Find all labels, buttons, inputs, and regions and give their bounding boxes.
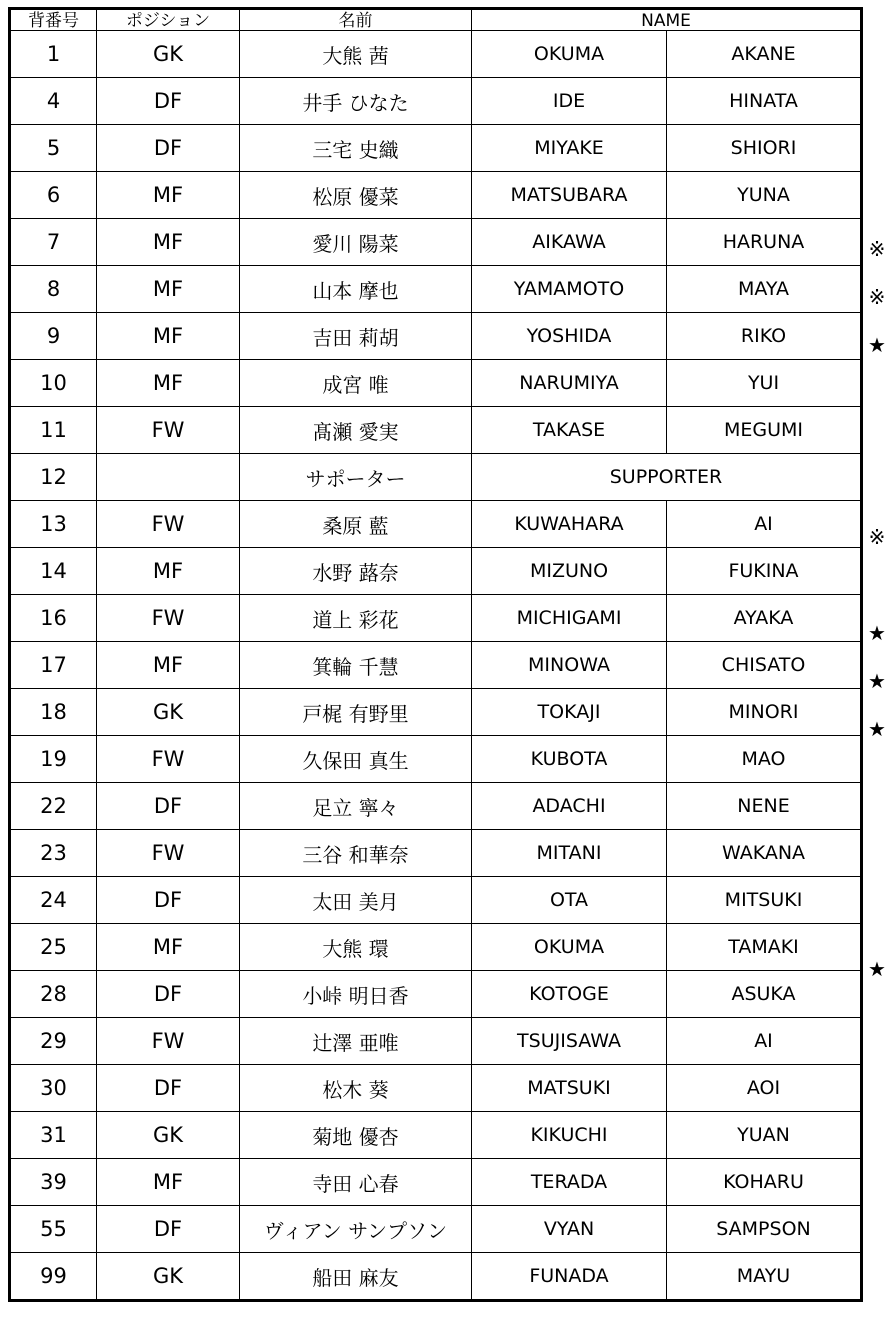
player-mark: ★ xyxy=(868,669,886,693)
player-last-name: KUWAHARA xyxy=(472,501,667,548)
player-last-name: KOTOGE xyxy=(472,971,667,1018)
table-row xyxy=(10,1206,862,1253)
table-row xyxy=(10,1253,862,1301)
player-first-name: CHISATO xyxy=(667,642,862,689)
player-number: 22 xyxy=(10,783,97,830)
player-mark xyxy=(864,129,890,177)
player-name-jp: ヴィアン サンプソン xyxy=(240,1206,472,1253)
table-row xyxy=(10,736,862,783)
table-row xyxy=(10,78,862,125)
player-position: MF xyxy=(97,360,240,407)
table-row xyxy=(10,642,862,689)
player-position: MF xyxy=(97,1159,240,1206)
player-last-name: TERADA xyxy=(472,1159,667,1206)
player-last-name: ADACHI xyxy=(472,783,667,830)
table-row xyxy=(10,595,862,642)
player-number: 14 xyxy=(10,548,97,595)
player-mark: ★ xyxy=(868,957,886,981)
player-position: DF xyxy=(97,125,240,172)
player-last-name: NARUMIYA xyxy=(472,360,667,407)
header-name-en: NAME xyxy=(472,9,862,31)
player-number: 25 xyxy=(10,924,97,971)
player-name-jp: 吉田 莉胡 xyxy=(240,313,472,360)
player-number: 9 xyxy=(10,313,97,360)
roster-body xyxy=(10,31,862,1301)
player-name-jp: 愛川 陽菜 xyxy=(240,219,472,266)
player-mark: ★ xyxy=(868,621,886,645)
player-first-name: KOHARU xyxy=(667,1159,862,1206)
player-mark xyxy=(864,801,890,849)
player-mark: ※ xyxy=(868,525,886,549)
player-last-name: OKUMA xyxy=(472,31,667,78)
table-row xyxy=(10,830,862,877)
player-first-name: SHIORI xyxy=(667,125,862,172)
player-mark xyxy=(864,369,890,417)
player-first-name: TAMAKI xyxy=(667,924,862,971)
player-name-jp: 成宮 唯 xyxy=(240,360,472,407)
player-last-name: TOKAJI xyxy=(472,689,667,736)
player-name-jp: 松原 優菜 xyxy=(240,172,472,219)
player-name-jp: 道上 彩花 xyxy=(240,595,472,642)
player-name-jp: 水野 蕗奈 xyxy=(240,548,472,595)
player-mark xyxy=(864,465,890,513)
player-mark xyxy=(864,1233,890,1281)
player-position: MF xyxy=(97,313,240,360)
table-row xyxy=(10,172,862,219)
player-number: 12 xyxy=(10,454,97,501)
player-first-name: YUNA xyxy=(667,172,862,219)
player-position: DF xyxy=(97,78,240,125)
player-mark xyxy=(864,849,890,897)
player-position: FW xyxy=(97,830,240,877)
player-name-jp: 寺田 心春 xyxy=(240,1159,472,1206)
player-number: 13 xyxy=(10,501,97,548)
player-name-jp: 小峠 明日香 xyxy=(240,971,472,1018)
player-number: 8 xyxy=(10,266,97,313)
player-name-jp: 辻澤 亜唯 xyxy=(240,1018,472,1065)
player-position: MF xyxy=(97,219,240,266)
player-mark xyxy=(864,1281,890,1329)
player-position: DF xyxy=(97,783,240,830)
player-position: MF xyxy=(97,266,240,313)
table-row xyxy=(10,783,862,830)
player-position: DF xyxy=(97,1206,240,1253)
player-mark: ※ xyxy=(868,285,886,309)
player-number: 7 xyxy=(10,219,97,266)
player-mark xyxy=(864,1185,890,1233)
player-first-name: RIKO xyxy=(667,313,862,360)
player-position: GK xyxy=(97,1253,240,1301)
player-first-name: AYAKA xyxy=(667,595,862,642)
player-name-jp: 大熊 環 xyxy=(240,924,472,971)
player-name-jp: 船田 麻友 xyxy=(240,1253,472,1301)
player-first-name: AKANE xyxy=(667,31,862,78)
player-name-en: SUPPORTER xyxy=(472,454,862,501)
table-row xyxy=(10,1112,862,1159)
player-position: DF xyxy=(97,877,240,924)
player-name-jp: 松木 葵 xyxy=(240,1065,472,1112)
player-number: 23 xyxy=(10,830,97,877)
player-first-name: HARUNA xyxy=(667,219,862,266)
player-name-jp: 山本 摩也 xyxy=(240,266,472,313)
player-mark xyxy=(864,1041,890,1089)
player-first-name: MEGUMI xyxy=(667,407,862,454)
player-position: MF xyxy=(97,548,240,595)
player-first-name: MAYA xyxy=(667,266,862,313)
player-mark: ★ xyxy=(868,333,886,357)
player-number: 1 xyxy=(10,31,97,78)
player-number: 29 xyxy=(10,1018,97,1065)
player-number: 16 xyxy=(10,595,97,642)
marks-column xyxy=(864,33,890,1329)
player-mark xyxy=(864,1089,890,1137)
table-row xyxy=(10,407,862,454)
player-first-name: NENE xyxy=(667,783,862,830)
player-last-name: KIKUCHI xyxy=(472,1112,667,1159)
player-name-jp: 箕輪 千慧 xyxy=(240,642,472,689)
player-first-name: MAYU xyxy=(667,1253,862,1301)
player-number: 24 xyxy=(10,877,97,924)
table-row xyxy=(10,501,862,548)
player-name-jp: 太田 美月 xyxy=(240,877,472,924)
player-last-name: OKUMA xyxy=(472,924,667,971)
table-row xyxy=(10,548,862,595)
table-row xyxy=(10,125,862,172)
player-number: 10 xyxy=(10,360,97,407)
player-last-name: MIZUNO xyxy=(472,548,667,595)
player-last-name: YAMAMOTO xyxy=(472,266,667,313)
player-position: FW xyxy=(97,1018,240,1065)
player-number: 39 xyxy=(10,1159,97,1206)
player-position xyxy=(97,454,240,501)
player-first-name: ASUKA xyxy=(667,971,862,1018)
player-last-name: MINOWA xyxy=(472,642,667,689)
player-position: GK xyxy=(97,31,240,78)
player-first-name: YUI xyxy=(667,360,862,407)
player-first-name: AOI xyxy=(667,1065,862,1112)
player-mark xyxy=(864,897,890,945)
player-last-name: TSUJISAWA xyxy=(472,1018,667,1065)
player-position: FW xyxy=(97,407,240,454)
table-row xyxy=(10,219,862,266)
player-number: 17 xyxy=(10,642,97,689)
player-last-name: MIYAKE xyxy=(472,125,667,172)
player-mark xyxy=(864,81,890,129)
player-first-name: AI xyxy=(667,1018,862,1065)
player-name-jp: 井手 ひなた xyxy=(240,78,472,125)
player-last-name: KUBOTA xyxy=(472,736,667,783)
player-last-name: OTA xyxy=(472,877,667,924)
player-first-name: MAO xyxy=(667,736,862,783)
player-mark xyxy=(864,753,890,801)
player-first-name: HINATA xyxy=(667,78,862,125)
player-first-name: WAKANA xyxy=(667,830,862,877)
player-number: 18 xyxy=(10,689,97,736)
player-number: 4 xyxy=(10,78,97,125)
player-position: MF xyxy=(97,924,240,971)
player-name-jp: 三宅 史織 xyxy=(240,125,472,172)
header-position: ポジション xyxy=(97,9,240,31)
player-number: 30 xyxy=(10,1065,97,1112)
player-name-jp: 三谷 和華奈 xyxy=(240,830,472,877)
player-first-name: FUKINA xyxy=(667,548,862,595)
player-position: DF xyxy=(97,971,240,1018)
player-mark: ★ xyxy=(868,717,886,741)
player-position: FW xyxy=(97,501,240,548)
player-name-jp: 戸梶 有野里 xyxy=(240,689,472,736)
table-row xyxy=(10,266,862,313)
player-name-jp: 久保田 真生 xyxy=(240,736,472,783)
player-mark xyxy=(864,33,890,81)
player-last-name: FUNADA xyxy=(472,1253,667,1301)
table-row xyxy=(10,360,862,407)
player-last-name: TAKASE xyxy=(472,407,667,454)
player-name-jp: 足立 寧々 xyxy=(240,783,472,830)
player-number: 31 xyxy=(10,1112,97,1159)
player-last-name: MICHIGAMI xyxy=(472,595,667,642)
player-first-name: AI xyxy=(667,501,862,548)
player-last-name: MITANI xyxy=(472,830,667,877)
player-mark xyxy=(864,561,890,609)
player-mark xyxy=(864,417,890,465)
player-number: 28 xyxy=(10,971,97,1018)
player-position: GK xyxy=(97,1112,240,1159)
player-name-jp: 菊地 優杏 xyxy=(240,1112,472,1159)
table-row xyxy=(10,454,862,501)
player-number: 55 xyxy=(10,1206,97,1253)
player-name-jp: サポーター xyxy=(240,454,472,501)
table-row xyxy=(10,924,862,971)
table-row xyxy=(10,877,862,924)
player-first-name: YUAN xyxy=(667,1112,862,1159)
player-last-name: AIKAWA xyxy=(472,219,667,266)
header-row xyxy=(10,9,862,31)
player-number: 6 xyxy=(10,172,97,219)
player-mark xyxy=(864,993,890,1041)
player-position: DF xyxy=(97,1065,240,1112)
table-row xyxy=(10,1065,862,1112)
player-first-name: MINORI xyxy=(667,689,862,736)
player-position: MF xyxy=(97,642,240,689)
player-number: 11 xyxy=(10,407,97,454)
table-row xyxy=(10,1159,862,1206)
player-first-name: MITSUKI xyxy=(667,877,862,924)
player-position: FW xyxy=(97,595,240,642)
player-last-name: IDE xyxy=(472,78,667,125)
player-first-name: SAMPSON xyxy=(667,1206,862,1253)
player-position: GK xyxy=(97,689,240,736)
player-name-jp: 大熊 茜 xyxy=(240,31,472,78)
player-last-name: MATSUKI xyxy=(472,1065,667,1112)
player-last-name: VYAN xyxy=(472,1206,667,1253)
table-row xyxy=(10,313,862,360)
player-position: FW xyxy=(97,736,240,783)
player-mark xyxy=(864,1137,890,1185)
roster-table xyxy=(8,7,863,1302)
player-mark: ※ xyxy=(868,237,886,261)
table-row xyxy=(10,1018,862,1065)
header-name: 名前 xyxy=(240,9,472,31)
player-number: 5 xyxy=(10,125,97,172)
player-number: 99 xyxy=(10,1253,97,1301)
table-row xyxy=(10,971,862,1018)
player-mark xyxy=(864,177,890,225)
player-name-jp: 桑原 藍 xyxy=(240,501,472,548)
table-row xyxy=(10,31,862,78)
player-last-name: YOSHIDA xyxy=(472,313,667,360)
player-name-jp: 髙瀬 愛実 xyxy=(240,407,472,454)
player-last-name: MATSUBARA xyxy=(472,172,667,219)
player-number: 19 xyxy=(10,736,97,783)
header-number: 背番号 xyxy=(10,9,97,31)
player-position: MF xyxy=(97,172,240,219)
table-row xyxy=(10,689,862,736)
